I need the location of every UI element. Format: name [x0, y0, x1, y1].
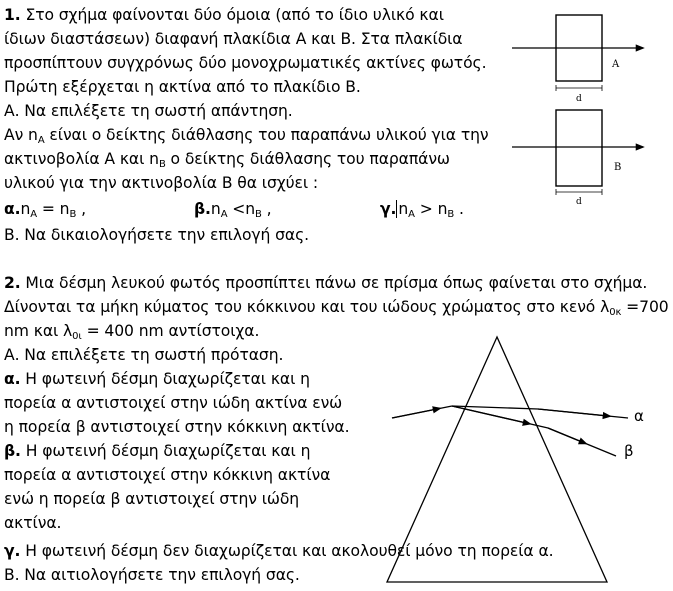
- q2-option-c-label: γ.: [4, 542, 21, 560]
- q1-option-b-mid: <n: [227, 200, 256, 218]
- q1-option-c-mid: > n: [414, 200, 448, 218]
- q1-text-6a: Αν n: [4, 126, 38, 144]
- q2-option-b-text-4: ακτίνα.: [4, 514, 62, 532]
- q1-option-c-n: n: [398, 200, 409, 218]
- q2-option-b-label: β.: [4, 442, 21, 460]
- slab-a-dim-label: d: [576, 94, 582, 104]
- incident-ray-arrow: [392, 408, 440, 418]
- q1-sub-nB: B: [158, 159, 166, 170]
- slab-b: [556, 110, 602, 186]
- q2-option-a-text-2: πορεία α αντιστοιχεί στην ιώδη ακτίνα ενώ: [4, 394, 343, 412]
- q1-option-c-sub1: A: [408, 209, 415, 220]
- slab-a-figure: [512, 15, 643, 104]
- q1-text-6b: είναι ο δείκτης διάθλασης του παραπάνω υλικού για την: [44, 126, 489, 144]
- q2-sub-lambda-violet: 0ι: [72, 331, 82, 342]
- slab-b-label: B: [614, 162, 622, 173]
- q2-sub-lambda-red: 0κ: [609, 307, 622, 318]
- q1-text-4: Πρώτη εξέρχεται η ακτίνα από το πλακίδιο Β.: [4, 78, 361, 96]
- q1-option-b-sub1: A: [220, 209, 228, 220]
- prism: [387, 337, 607, 582]
- ray-beta-label: β: [624, 442, 634, 460]
- q1-option-a-sub1: A: [30, 209, 37, 220]
- q1-part-b: Β. Να δικαιολογήσετε την επιλογή σας.: [4, 226, 310, 244]
- q1-option-c-label: γ.: [380, 200, 397, 218]
- q1-option-b-label: β.: [194, 200, 211, 218]
- q1-part-a-heading: Α. Να επιλέξετε τη σωστή απάντηση.: [4, 102, 293, 120]
- q2-number: 2.: [4, 274, 21, 292]
- q2-text-1: Μια δέσμη λευκού φωτός προσπίπτει πάνω σε πρίσμα όπως φαίνεται στο σχήμα.: [20, 274, 648, 292]
- q1-text-1: Στο σχήμα φαίνονται δύο όμοια (από το ίδιο υλικό και: [25, 6, 444, 24]
- q2-option-a-label: α.: [4, 370, 21, 388]
- q1-text-7a: ακτινοβολία Α και n: [4, 150, 159, 168]
- ray-alpha-label: α: [634, 407, 644, 425]
- q2-option-c-text: Η φωτεινή δέσμη δεν διαχωρίζεται και ακολουθεί μόνο τη πορεία α.: [20, 542, 554, 560]
- slab-a-label: A: [612, 59, 620, 70]
- q2-text-3b: = 400 nm αντίστοιχα.: [81, 322, 260, 340]
- q1-option-c-end: .: [454, 200, 464, 218]
- q1-option-a-end: ,: [76, 200, 86, 218]
- q1-option-a-label: α.: [4, 200, 21, 218]
- q1-option-a-mid: = n: [36, 200, 70, 218]
- q2-part-b: Β. Να αιτιολογήσετε την επιλογή σας.: [4, 566, 300, 584]
- q1-text-8: υλικού για την ακτινοβολία Β θα ισχύει :: [4, 174, 319, 192]
- q2-text-2a: Δίνονται τα μήκη κύματος του κόκκινου και του ιώδους χρώματος στο κενό λ: [4, 298, 610, 316]
- q1-text-2: ίδιων διαστάσεων) διαφανή πλακίδια Α και Β. Στα πλακίδια: [4, 30, 463, 48]
- q2-option-a-text-1: Η φωτεινή δέσμη διαχωρίζεται και η: [20, 370, 310, 388]
- ray-beta-outside-arrow: [548, 428, 586, 444]
- q1-option-a-sub2: B: [69, 209, 77, 220]
- q2-option-b-text-3: ενώ η πορεία β αντιστοιχεί στην ιώδη: [4, 490, 300, 508]
- q1-option-b-sub2: B: [255, 209, 262, 220]
- q1-option-b-end: ,: [261, 200, 272, 218]
- q1-option-a-n: n: [20, 200, 31, 218]
- ray-alpha-arrow: [538, 409, 610, 416]
- q1-text-7b: ο δείκτης διάθλασης του παραπάνω: [165, 150, 450, 168]
- q1-sub-nA: A: [37, 135, 45, 146]
- q2-option-b-text-1: Η φωτεινή δέσμη διαχωρίζεται και η: [20, 442, 311, 460]
- q2-option-a-text-3: η πορεία β αντιστοιχεί στην κόκκινη ακτίνα.: [4, 418, 350, 436]
- q1-text-3: προσπίπτουν συγχρόνως δύο μονοχρωματικές ακτίνες φωτός.: [4, 54, 487, 72]
- slab-b-figure: [512, 110, 643, 207]
- slab-b-dim-label: d: [576, 197, 582, 207]
- q2-option-b-text-2: πορεία α αντιστοιχεί στην κόκκινη ακτίνα: [4, 466, 331, 484]
- prism-figure: [387, 337, 644, 582]
- q1-option-c-sub2: B: [447, 209, 455, 220]
- q2-text-2b: =700: [621, 298, 669, 316]
- q2-part-a-heading: Α. Να επιλέξετε τη σωστή πρόταση.: [4, 346, 284, 364]
- q2-text-3a: nm και λ: [4, 322, 73, 340]
- q1-number: 1.: [4, 6, 21, 24]
- q1-option-b-n: n: [210, 200, 221, 218]
